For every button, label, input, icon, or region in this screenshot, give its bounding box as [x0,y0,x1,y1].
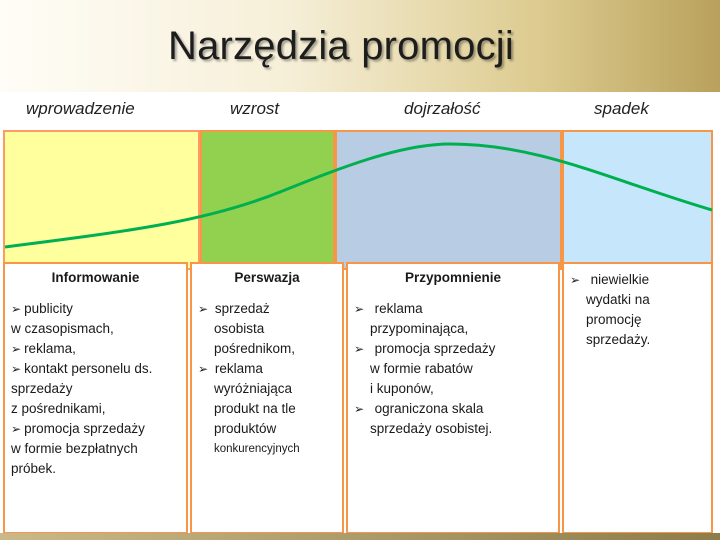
arrow-bullet-icon: ➢ [198,362,209,376]
column-informowanie [3,262,188,534]
list-item: ➢ promocja sprzedaży [11,421,145,436]
list-item: wyróżniająca [214,381,293,396]
title-band [0,0,720,92]
column-header-perswazja: Perswazja [234,270,300,285]
column-perswazja [190,262,344,534]
list-item: ➢ reklama, [11,341,76,356]
column-header-przypomnienie: Przypomnienie [404,270,502,285]
list-item: ➢ sprzedaż [198,301,270,316]
column-przypomnienie [346,262,560,534]
bottom-decor-bar [0,533,720,540]
arrow-bullet-icon: ➢ [11,342,22,356]
list-item: przypominająca, [370,321,469,336]
stage-label-wprowadzenie: wprowadzenie [26,99,135,118]
list-item: wydatki na [586,292,650,307]
stage-label-wzrost: wzrost [230,99,280,118]
list-item: pośrednikom, [214,341,296,356]
slide-title: Narzędzia promocji [168,24,514,68]
arrow-bullet-icon: ➢ [354,342,365,356]
list-item: osobista [214,321,265,336]
lifecycle-curve [5,144,712,247]
list-item: ➢ promocja sprzedaży [354,341,496,356]
list-item: ➢ niewielkie [570,272,650,287]
list-item: ➢ ograniczona skala [354,401,484,416]
column-spadek [562,262,713,534]
list-item: promocję [586,312,642,327]
list-item: w czasopismach, [11,321,114,336]
list-item: ➢ reklama [198,361,263,376]
lifecycle-curve-svg [0,130,720,270]
list-item: produkt na tle [214,401,296,416]
list-item: próbek. [11,461,57,476]
list-item: w formie bezpłatnych [11,441,138,456]
list-item: konkurencyjnych [214,443,300,455]
list-item: sprzedaży [11,381,73,396]
list-item: ➢ kontakt personelu ds. [11,361,153,376]
list-item: ➢ publicity [11,301,73,316]
list-item: ➢ reklama [354,301,423,316]
arrow-bullet-icon: ➢ [11,422,22,436]
list-item: i kuponów, [370,381,434,396]
arrow-bullet-icon: ➢ [570,273,581,287]
list-item: z pośrednikami, [11,401,106,416]
list-item: produktów [214,421,277,436]
stage-label-spadek: spadek [594,99,649,118]
list-item: sprzedaży. [586,332,651,347]
arrow-bullet-icon: ➢ [198,302,209,316]
arrow-bullet-icon: ➢ [354,302,365,316]
arrow-bullet-icon: ➢ [354,402,365,416]
column-header-informowanie: Informowanie [51,270,140,285]
list-item: sprzedaży osobistej. [370,421,493,436]
list-item: w formie rabatów [370,361,473,376]
stage-label-dojrzalosc: dojrzałość [404,99,481,118]
arrow-bullet-icon: ➢ [11,302,22,316]
arrow-bullet-icon: ➢ [11,362,22,376]
lifecycle-diagram [0,92,720,540]
